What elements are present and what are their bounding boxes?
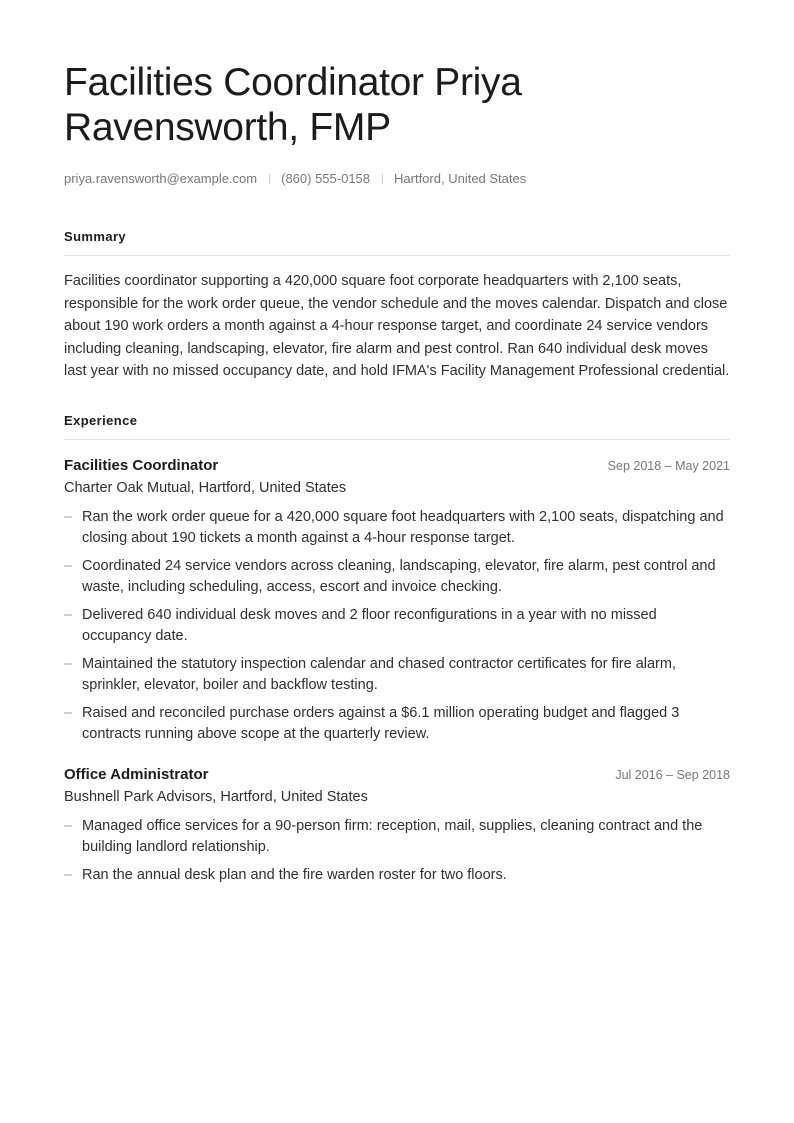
- contact-location: Hartford, United States: [394, 171, 527, 186]
- job-bullets: [64, 816, 730, 886]
- bullet-item: [64, 865, 730, 886]
- experience-section: [64, 413, 730, 886]
- bullet-item: [64, 556, 730, 598]
- job-dates: Jul 2016 – Sep 2018: [615, 768, 730, 782]
- bullet-text: Raised and reconciled purchase orders against a $6.1 million operating budget and flagged 3 contracts running above scope at the quarterly review.: [82, 704, 680, 742]
- candidate-name: Facilities Coordinator Priya Ravensworth, FMP: [64, 61, 522, 149]
- section-heading-experience: Experience: [64, 413, 730, 440]
- dash-bullet-icon: –: [64, 508, 73, 525]
- bullet-text: Coordinated 24 service vendors across cleaning, landscaping, elevator, fire alarm, pest control and waste, including scheduling, access, escort and invoice checking.: [82, 557, 716, 596]
- contact-email[interactable]: priya.ravensworth@example.com: [64, 171, 258, 186]
- job-title: Facilities Coordinator: [64, 456, 219, 474]
- bullet-text: Managed office services for a 90-person firm: reception, mail, supplies, cleaning contract and the building landlord relationship.: [82, 818, 703, 856]
- summary-text: Facilities coordinator supporting a 420,000 square foot corporate headquarters with 2,100 seats, responsible for the work order queue, the vendor schedule and the moves calendar. Dispatch and close about 190 work orders a month against a 4-hour response target, and coordinate 24 service vendors including cleaning, landscaping, elevator, fire alarm and pest control. Ran 640 individual desk moves last year with no missed occupancy date, and hold IFMA's Facility Management Professional credential.: [64, 273, 730, 380]
- job-entry: [64, 456, 730, 745]
- resume-page: [64, 60, 730, 893]
- contact-line: [64, 171, 730, 187]
- bullet-text: Ran the annual desk plan and the fire warden roster for two floors.: [82, 866, 507, 883]
- bullet-text: Ran the work order queue for a 420,000 square foot headquarters with 2,100 seats, dispatching and closing about 190 tickets a month against a 4-hour response target.: [82, 508, 724, 547]
- dash-bullet-icon: –: [64, 866, 73, 883]
- contact-phone[interactable]: (860) 555-0158: [281, 171, 371, 186]
- job-entry: [64, 765, 730, 886]
- bullet-item: [64, 703, 730, 745]
- summary-section: [64, 229, 730, 383]
- section-heading-summary: Summary: [64, 229, 730, 256]
- job-company: Bushnell Park Advisors, Hartford, United States: [64, 789, 368, 805]
- job-bullets: [64, 507, 730, 745]
- job-header: [64, 765, 730, 785]
- job-header: [64, 456, 730, 476]
- contact-divider: [382, 174, 383, 184]
- bullet-item: [64, 654, 730, 696]
- dash-bullet-icon: –: [64, 704, 73, 721]
- contact-divider: [269, 174, 270, 184]
- job-company: Charter Oak Mutual, Hartford, United States: [64, 479, 347, 496]
- bullet-text: Delivered 640 individual desk moves and 2 floor reconfigurations in a year with no missed occupancy date.: [82, 606, 657, 644]
- job-title: Office Administrator: [64, 766, 209, 783]
- bullet-item: [64, 507, 730, 549]
- bullet-item: [64, 605, 730, 647]
- dash-bullet-icon: –: [64, 606, 73, 623]
- dash-bullet-icon: –: [64, 818, 73, 834]
- dash-bullet-icon: –: [64, 655, 73, 672]
- job-dates: Sep 2018 – May 2021: [607, 458, 730, 473]
- bullet-item: [64, 816, 730, 858]
- dash-bullet-icon: –: [64, 557, 73, 574]
- bullet-text: Maintained the statutory inspection calendar and chased contractor certificates for fire alarm, sprinkler, elevator, boiler and backflow testing.: [82, 655, 676, 693]
